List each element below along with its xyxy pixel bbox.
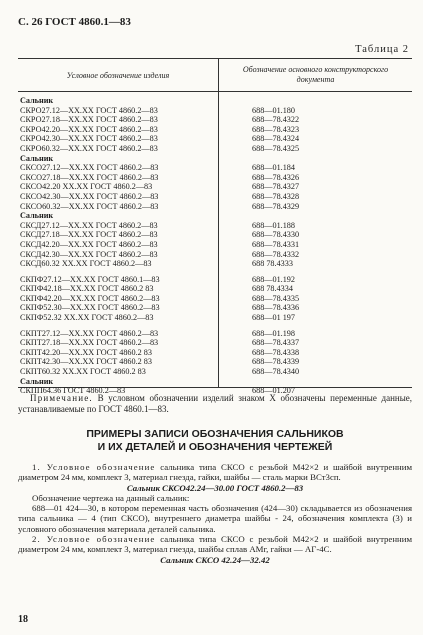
cell-document: 688—78.4327 xyxy=(252,182,300,192)
cell-designation: СКРО42.20—XX.XX ГОСТ 4860.2—83 xyxy=(20,124,158,134)
cell-document: 688—78.4336 xyxy=(252,303,300,313)
cell-document: 688—78.4332 xyxy=(252,249,300,259)
table-row xyxy=(18,259,412,269)
table-row xyxy=(18,338,412,348)
table-group-row xyxy=(18,154,412,164)
cell-document: 688—78.4338 xyxy=(252,347,300,357)
designation-table xyxy=(18,58,412,396)
table-row xyxy=(18,313,412,323)
table-row xyxy=(18,357,412,367)
table-header xyxy=(18,59,412,92)
table-row xyxy=(18,125,412,135)
cell-designation: СКСД60.32 XX.XX ГОСТ 4860.2—83 xyxy=(20,259,152,269)
cell-designation: СКСО42.20 XX.XX ГОСТ 4860.2—83 xyxy=(20,182,153,192)
paragraph-4 xyxy=(18,534,412,555)
cell-designation: СКПТ42.20—XX.XX ГОСТ 4860.2 83 xyxy=(20,347,152,357)
cell-designation: СКРО60.32—XX.XX ГОСТ 4860.2—83 xyxy=(20,143,158,153)
cell-document: 688—01.180 xyxy=(252,105,295,115)
paragraph-1-text: сальника типа СКСО с резьбой М42×2 и шайбой внутренним диаметром 24 мм, комплект 3, материал гнезда, гайки, шайбы — сталь марки ВСт3сп. xyxy=(18,462,413,483)
cell-designation: СКПФ52.30—XX.XX ГОСТ 4860.2—83 xyxy=(20,303,160,313)
table-title: Таблица 2 xyxy=(355,44,409,55)
table-body xyxy=(18,96,412,396)
cell-document: 688—78.4339 xyxy=(252,357,300,367)
paragraph-1 xyxy=(18,462,412,483)
example-2: Сальник СКСО 42.24—32.42 xyxy=(160,554,270,565)
cell-document xyxy=(218,377,412,387)
example-1: Сальник СКСО42.24—30.00 ГОСТ 4860.2—83 xyxy=(126,482,304,493)
table-row xyxy=(18,202,412,212)
page-number: 18 xyxy=(18,614,28,625)
note-text: В условном обозначении изделий знаком X обозначены переменные данные, устанавливаемые по ГОСТ 4860.1—83. xyxy=(18,393,413,414)
section-title-line1: ПРИМЕРЫ ЗАПИСИ ОБОЗНАЧЕНИЯ САЛЬНИКОВ xyxy=(86,428,344,440)
cell-document: 688—78.4324 xyxy=(252,134,300,144)
cell-document: 688—78.4322 xyxy=(252,115,300,125)
cell-designation: СКПФ42.18—XX.XX ГОСТ 4860.2 83 xyxy=(20,284,154,294)
table-row xyxy=(18,221,412,231)
paragraph-2: Обозначение чертежа на данный сальник: xyxy=(32,492,190,503)
cell-designation: Сальник xyxy=(20,376,54,386)
col-header-document: Обозначение основного конструкторского документа xyxy=(242,65,389,84)
cell-designation: СКПТ42.30—XX.XX ГОСТ 4860.2 83 xyxy=(20,357,152,367)
page-header: С. 26 ГОСТ 4860.1—83 xyxy=(18,16,131,28)
cell-document: 688—01 197 xyxy=(252,313,295,323)
table-row xyxy=(18,275,412,285)
cell-document: 688—78.4326 xyxy=(252,172,300,182)
table-group-row xyxy=(18,211,412,221)
table-row xyxy=(18,240,412,250)
cell-document: 688—78.4330 xyxy=(252,230,300,240)
col-header-designation: Условное обозначение изделия xyxy=(18,59,219,91)
section-title-line2: И ИХ ДЕТАЛЕЙ И ОБОЗНАЧЕНИЯ ЧЕРТЕЖЕЙ xyxy=(97,441,333,453)
cell-document: 688—78.4337 xyxy=(252,338,300,348)
cell-designation: СКСД27.18—XX.XX ГОСТ 4860.2—83 xyxy=(20,230,158,240)
table-row xyxy=(18,173,412,183)
cell-document: 688—01.192 xyxy=(252,274,295,284)
cell-designation: Сальник xyxy=(20,211,54,221)
cell-designation: СКРО42.30—XX.XX ГОСТ 4860.2—83 xyxy=(20,134,158,144)
table-row xyxy=(18,230,412,240)
table-row xyxy=(18,163,412,173)
cell-document: 688 78.4334 xyxy=(252,284,293,294)
section-title xyxy=(18,428,412,454)
cell-designation: СКРО27.12—XX.XX ГОСТ 4860.2—83 xyxy=(20,105,158,115)
cell-designation: СКРО27.18—XX.XX ГОСТ 4860.2—83 xyxy=(20,115,158,125)
table-row xyxy=(18,192,412,202)
cell-document: 688—78.4328 xyxy=(252,191,300,201)
table-group-row xyxy=(18,377,412,387)
table-row xyxy=(18,115,412,125)
cell-document xyxy=(218,211,412,221)
cell-document: 688—01.198 xyxy=(252,328,295,338)
cell-designation: СКПТ27.18—XX.XX ГОСТ 4860.2—83 xyxy=(20,338,159,348)
cell-document: 688—78.4329 xyxy=(252,201,300,211)
table-row xyxy=(18,134,412,144)
table-row xyxy=(18,329,412,339)
cell-document: 688—78.4325 xyxy=(252,143,300,153)
table-row xyxy=(18,182,412,192)
cell-designation: СКСД42.30—XX.XX ГОСТ 4860.2—83 xyxy=(20,249,158,259)
table-row xyxy=(18,303,412,313)
cell-designation: СКСО42.30—XX.XX ГОСТ 4860.2—83 xyxy=(20,191,159,201)
paragraph-1-lead: 1. Условное обозначение xyxy=(32,462,156,472)
cell-document: 688—78.4340 xyxy=(252,367,300,377)
table-group-row xyxy=(18,96,412,106)
examples-body xyxy=(18,462,412,565)
cell-designation: СКПП64.36 ГОСТ 4860.2—83 xyxy=(20,386,126,396)
cell-designation: СКПФ52.32 XX.XX ГОСТ 4860.2—83 xyxy=(20,313,154,323)
cell-designation: СКСД27.12—XX.XX ГОСТ 4860.2—83 xyxy=(20,220,158,230)
cell-designation: Сальник xyxy=(20,153,54,163)
cell-document: 688—01.188 xyxy=(252,220,295,230)
cell-document: 688—78.4335 xyxy=(252,293,300,303)
cell-designation: СКПФ27.12—XX.XX ГОСТ 4860.1—83 xyxy=(20,274,160,284)
cell-designation: СКСД42.20—XX.XX ГОСТ 4860.2—83 xyxy=(20,239,158,249)
cell-designation: СКСО27.18—XX.XX ГОСТ 4860.2—83 xyxy=(20,172,159,182)
cell-designation: Сальник xyxy=(20,96,54,105)
cell-document: 688—78.4323 xyxy=(252,124,300,134)
cell-designation: СКПТ60.32 XX.XX ГОСТ 4860.2 83 xyxy=(20,367,146,377)
table-row xyxy=(18,250,412,260)
cell-document: 688—01.207 xyxy=(252,386,295,396)
paragraph-4-text: сальника типа СКСО с резьбой М42×2 и шайбой внутренним диаметром 24 мм, комплект 3, материал гнезда, шайбы сплав АМг, гайки — АГ-4С. xyxy=(18,534,413,555)
cell-document xyxy=(218,96,412,106)
table-row xyxy=(18,367,412,377)
paragraph-4-lead: 2. Условное обозначение xyxy=(32,534,156,545)
cell-designation: СКПТ27.12—XX.XX ГОСТ 4860.2—83 xyxy=(20,328,159,338)
cell-document xyxy=(218,154,412,164)
cell-designation: СКСО27.12—XX.XX ГОСТ 4860.2—83 xyxy=(20,163,159,173)
table-note xyxy=(18,393,412,415)
paragraph-3: 688—01 424—30, в котором переменная часть обозначения (424—30) складывается из обозначения типа сальника — 4 (тип СКСО), внутреннего диаметра шайбы - 24, обозначения комплекта (3) и условного обозначения материала деталей сальника. xyxy=(18,503,412,534)
table-row xyxy=(18,144,412,154)
cell-designation: СКСО60.32—XX.XX ГОСТ 4860.2—83 xyxy=(20,201,159,211)
table-row xyxy=(18,106,412,116)
note-label: Примечание. xyxy=(30,393,93,403)
cell-document: 688 78.4333 xyxy=(252,259,293,269)
table-row xyxy=(18,284,412,294)
cell-designation: СКПФ42.20—XX.XX ГОСТ 4860.2—83 xyxy=(20,293,160,303)
cell-document: 688—78.4331 xyxy=(252,239,300,249)
cell-document: 688—01.184 xyxy=(252,163,295,173)
table-row xyxy=(18,348,412,358)
table-row xyxy=(18,294,412,304)
